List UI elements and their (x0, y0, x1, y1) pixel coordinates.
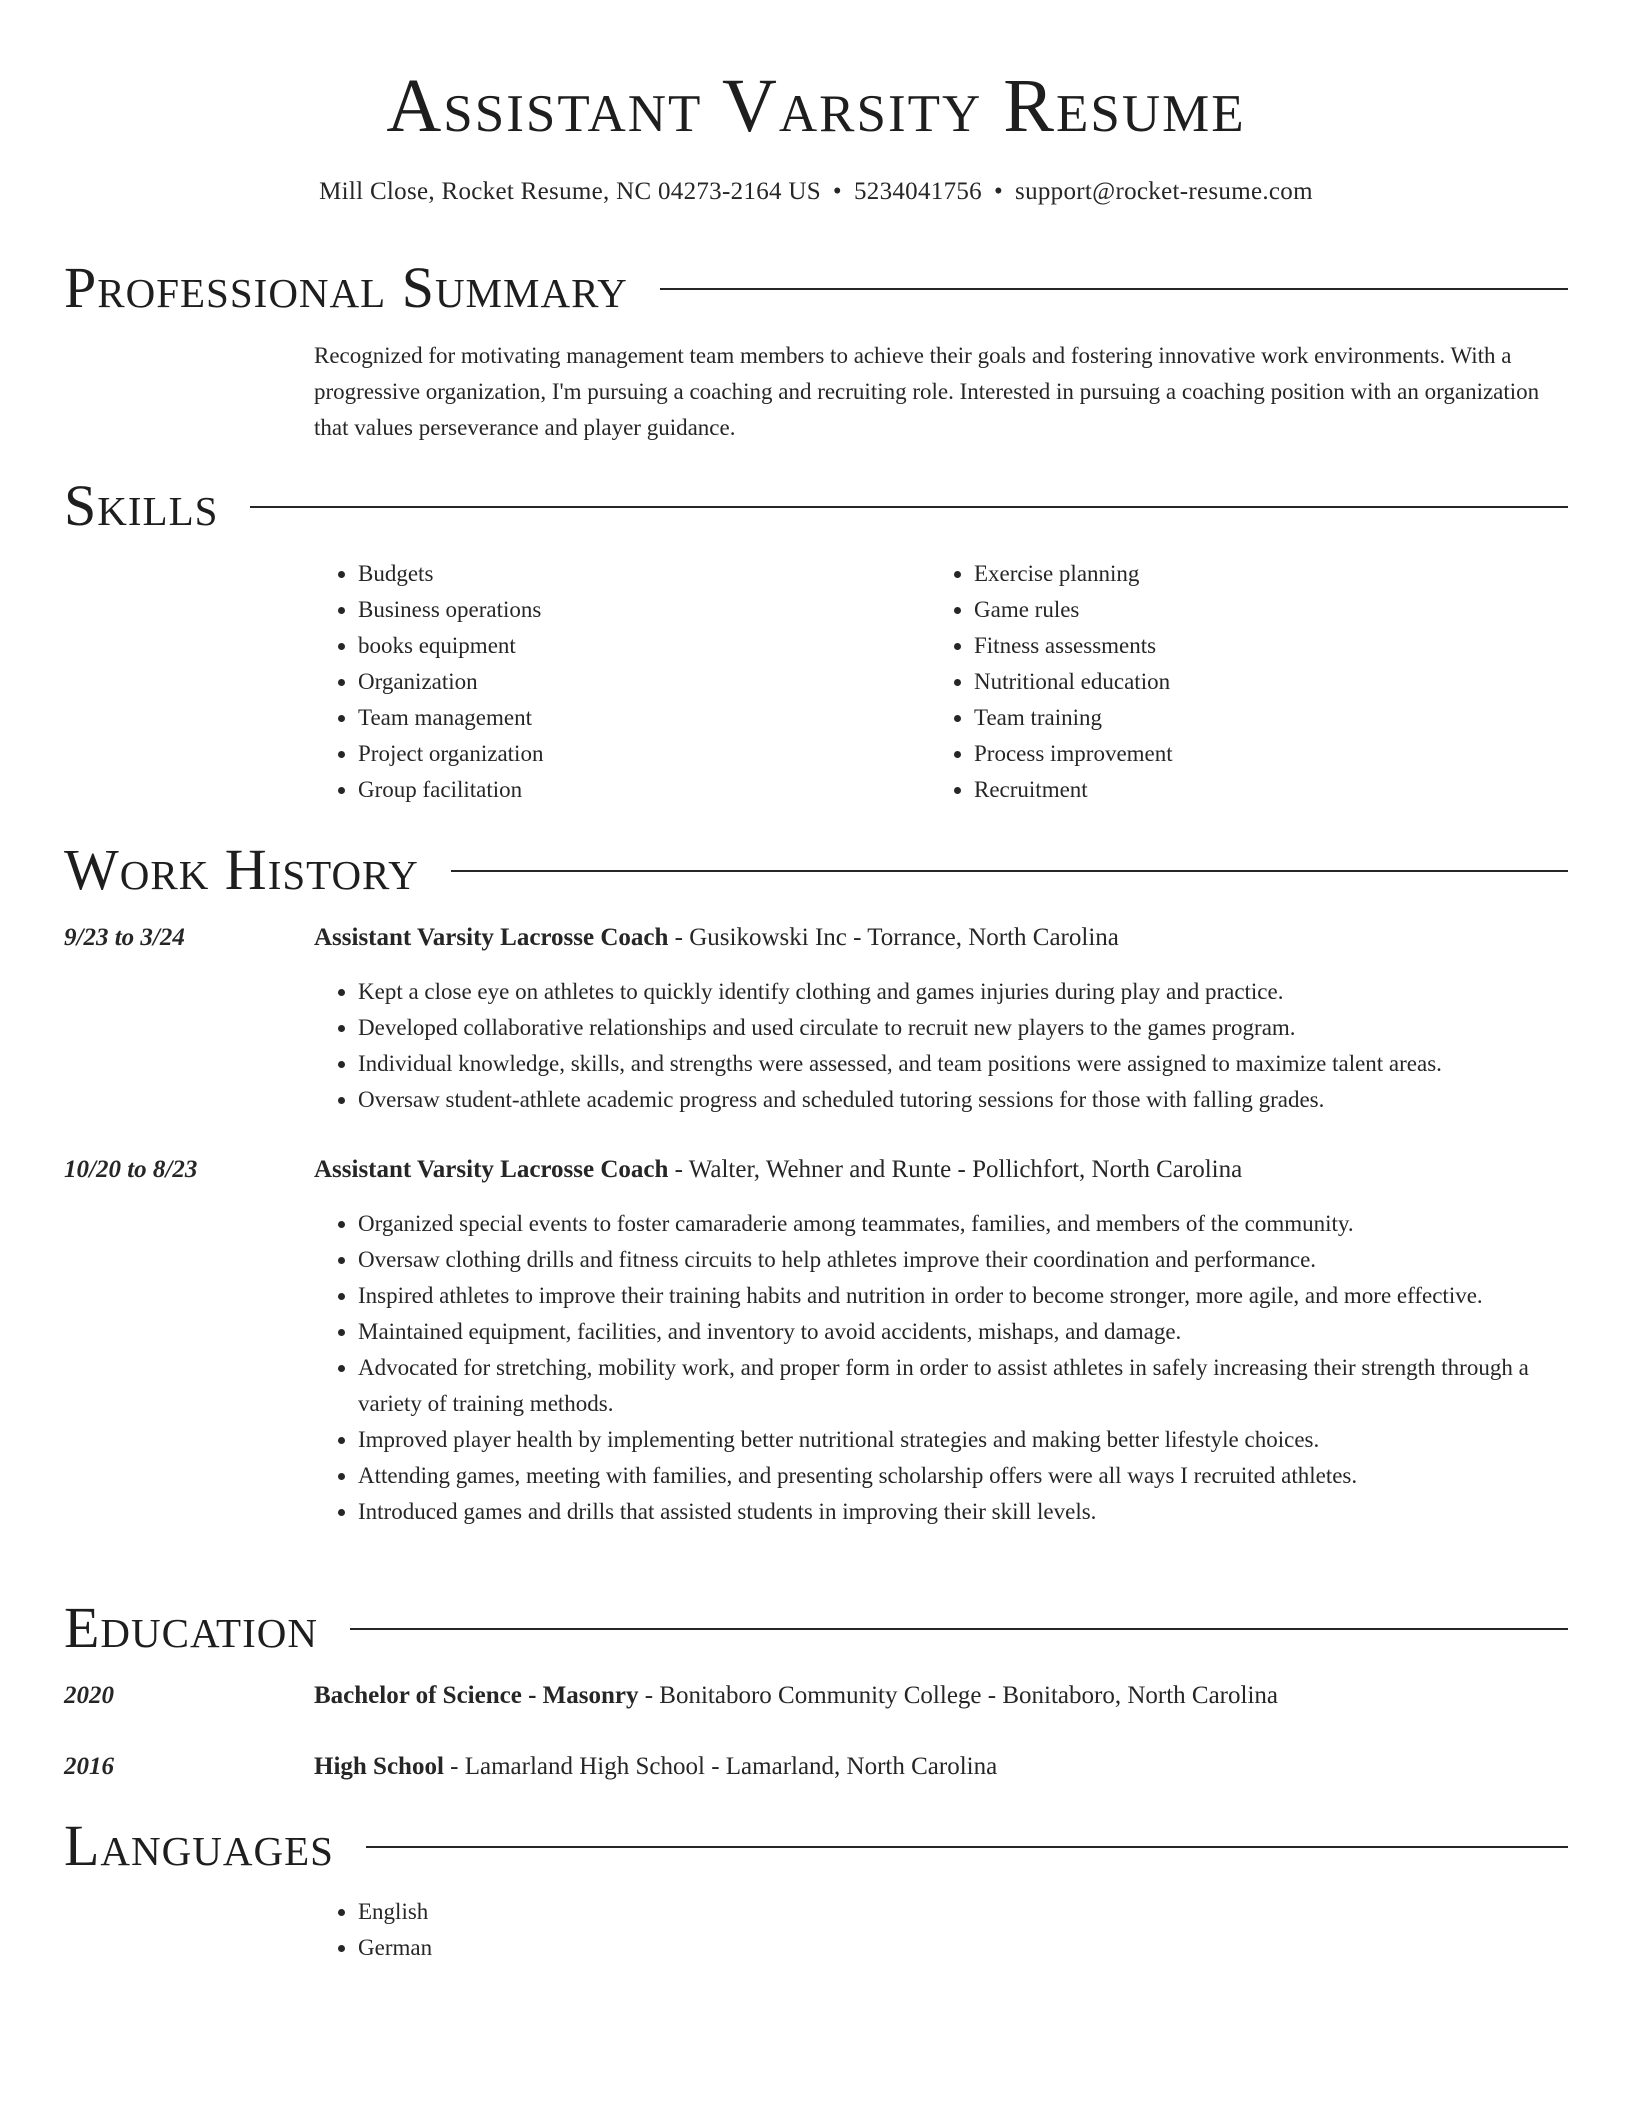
job-bullet: • Introduced games and drills that assisted students in improving their skill levels. (358, 1494, 1568, 1530)
contact-separator: • (993, 178, 1004, 205)
contact-line (0, 176, 1632, 208)
skills-list-left (314, 556, 914, 808)
job-dates: 9/23 to 3/24 (64, 924, 185, 951)
resume-name: Assistant Varsity Resume (386, 64, 1246, 148)
language-item: • English (358, 1894, 1568, 1930)
skill-item: • Group facilitation (358, 772, 914, 808)
section-header-summary (64, 256, 1568, 320)
skill-item: • Game rules (974, 592, 1550, 628)
job-bullet: • Organized special events to foster camaraderie among teammates, families, and members of the community. (358, 1206, 1568, 1242)
skills-column-right (930, 556, 1550, 808)
education-year: 2016 (64, 1753, 114, 1780)
job-details: - Walter, Wehner and Runte - Pollichfort, North Carolina (668, 1156, 1243, 1183)
education-degree: Bachelor of Science - Masonry (314, 1682, 639, 1709)
section-title-education: Education (64, 1595, 318, 1660)
skill-item: • Recruitment (974, 772, 1550, 808)
skill-item: • Team management (358, 700, 914, 736)
job-bullet: • Kept a close eye on athletes to quickly identify clothing and games injuries during play and practice. (358, 974, 1568, 1010)
section-rule (366, 1846, 1568, 1848)
skills-column-left (314, 556, 914, 808)
job-bullet: • Attending games, meeting with families, and presenting scholarship offers were all ways I recruited athletes. (358, 1458, 1568, 1494)
languages-block (314, 1894, 1568, 1966)
job-bullet: • Maintained equipment, facilities, and inventory to avoid accidents, mishaps, and damage. (358, 1314, 1568, 1350)
language-item: • German (358, 1930, 1568, 1966)
education-degree: High School (314, 1753, 444, 1780)
job-bullet: • Improved player health by implementing better nutritional strategies and making better lifestyle choices. (358, 1422, 1568, 1458)
skill-item: • Process improvement (974, 736, 1550, 772)
job-bullet: • Advocated for stretching, mobility work, and proper form in order to assist athletes in safely increasing their strength through a variety of training methods. (358, 1350, 1568, 1422)
skill-item: • Budgets (358, 556, 914, 592)
section-header-languages (64, 1814, 1568, 1878)
section-title-skills: Skills (64, 473, 219, 538)
job-bullet: • Inspired athletes to improve their training habits and nutrition in order to become stronger, more agile, and more effective. (358, 1278, 1568, 1314)
section-rule (660, 288, 1568, 290)
education-details: - Bonitaboro Community College - Bonitaboro, North Carolina (638, 1682, 1278, 1709)
section-header-education (64, 1596, 1568, 1660)
job-bullet: • Oversaw student-athlete academic progress and scheduled tutoring sessions for those with falling grades. (358, 1082, 1568, 1118)
contact-separator: • (832, 178, 842, 205)
job-title: Assistant Varsity Lacrosse Coach (314, 924, 669, 951)
languages-list (314, 1894, 1568, 1966)
section-title-languages: Languages (64, 1813, 334, 1878)
job-title: Assistant Varsity Lacrosse Coach (314, 1156, 669, 1183)
job-title-line (314, 920, 1568, 956)
section-header-skills (64, 474, 1568, 538)
job-dates: 10/20 to 8/23 (64, 1156, 198, 1183)
skill-item: • Organization (358, 664, 914, 700)
job-bullet-list (314, 1206, 1568, 1530)
section-title-summary: Professional Summary (64, 255, 628, 320)
section-rule (350, 1628, 1568, 1630)
skills-list-right (930, 556, 1550, 808)
section-rule (250, 506, 1568, 508)
contact-phone: 5234041756 (853, 178, 982, 205)
skill-item: • Project organization (358, 736, 914, 772)
skill-item: • Team training (974, 700, 1550, 736)
skill-item: • Exercise planning (974, 556, 1550, 592)
skill-item: • Nutritional education (974, 664, 1550, 700)
job-responsibilities (314, 974, 1568, 1118)
skill-item: • Business operations (358, 592, 914, 628)
education-line (314, 1678, 1568, 1714)
job-responsibilities (314, 1206, 1568, 1530)
skill-item: • books equipment (358, 628, 914, 664)
job-bullet: • Individual knowledge, skills, and strengths were assessed, and team positions were assigned to maximize talent areas. (358, 1046, 1568, 1082)
job-title-line (314, 1152, 1568, 1188)
job-bullet: • Developed collaborative relationships and used circulate to recruit new players to the games program. (358, 1010, 1568, 1046)
job-details: - Gusikowski Inc - Torrance, North Carolina (668, 924, 1119, 951)
section-rule (451, 870, 1568, 872)
job-bullet-list (314, 974, 1568, 1118)
contact-address: Mill Close, Rocket Resume, NC 04273-2164 US (319, 178, 821, 205)
summary-text: Recognized for motivating management team members to achieve their goals and fostering innovative work environments. With a progressive organization, I'm pursuing a coaching and recruiting role. Interested in pursuing a coaching position with an organization that values perseverance and player guidance. (314, 343, 1540, 440)
education-details: - Lamarland High School - Lamarland, North Carolina (443, 1753, 998, 1780)
section-header-work-history (64, 838, 1568, 902)
contact-email: support@rocket-resume.com (1015, 178, 1313, 205)
education-year: 2020 (64, 1682, 114, 1709)
job-bullet: • Oversaw clothing drills and fitness circuits to help athletes improve their coordination and performance. (358, 1242, 1568, 1278)
education-line (314, 1749, 1568, 1785)
section-title-work-history: Work History (64, 837, 419, 902)
skill-item: • Fitness assessments (974, 628, 1550, 664)
